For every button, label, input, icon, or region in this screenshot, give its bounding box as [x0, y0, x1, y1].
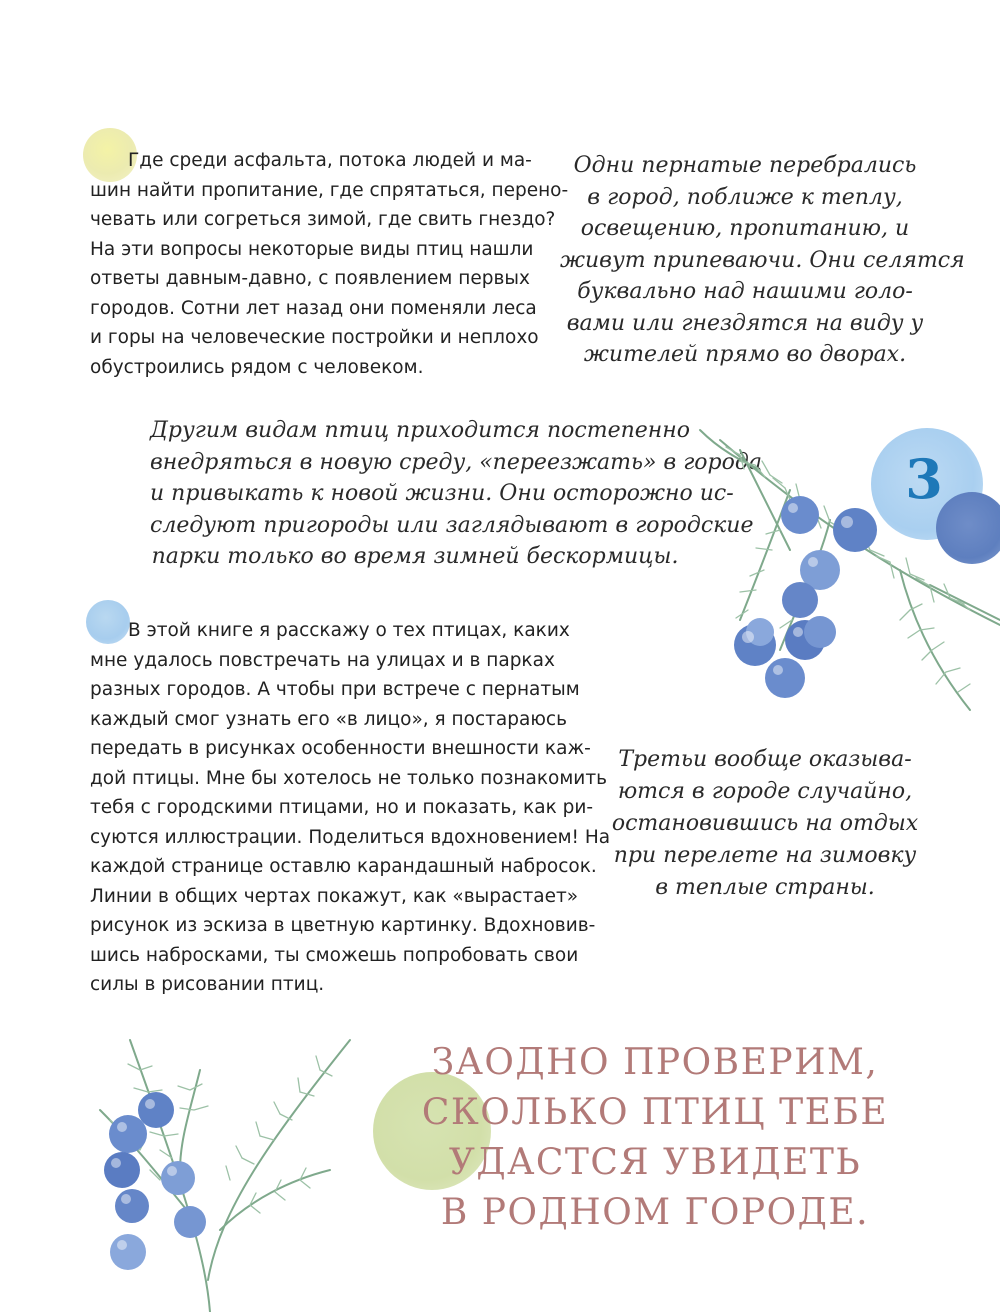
main-line: передать в рисунках особенности внешности каж-	[90, 738, 591, 759]
page-number: 3	[905, 447, 943, 511]
script-line: ются в городе случайно,	[617, 779, 913, 804]
main-line: каждой странице оставлю карандашный набросок.	[90, 856, 597, 877]
intro-line: Где среди асфальта, потока людей и ма-	[128, 150, 532, 171]
juniper-berry	[115, 1189, 149, 1223]
intro-line: обустроились рядом с человеком.	[90, 356, 424, 378]
juniper-berry	[782, 582, 818, 618]
juniper-berry	[110, 1234, 146, 1270]
main-line: рисунок из эскиза в цветную картинку. Вдохновив-	[90, 915, 596, 936]
script-line: внедряться в новую среду, «переезжать» в города	[150, 449, 762, 475]
caption-line: СКОЛЬКО ПТИЦ ТЕБЕ	[421, 1092, 889, 1133]
main-line: В этой книге я расскажу о тех птицах, каких	[128, 620, 570, 641]
script-line: освещению, пропитанию, и	[580, 216, 910, 241]
juniper-berry	[765, 658, 805, 698]
juniper-sprig-illustration	[70, 1030, 370, 1312]
script-note-newcomers	[150, 415, 762, 573]
main-line: суются иллюстрации. Поделиться вдохновением! На	[90, 826, 611, 848]
intro-line: и горы на человеческие постройки и неплохо	[90, 327, 539, 348]
intro-paragraph	[90, 146, 570, 382]
intro-line: ответы давным-давно, с появлением первых	[90, 268, 530, 289]
intro-line: шин найти пропитание, где спрятаться, перено-	[90, 179, 569, 201]
juniper-berry	[138, 1092, 174, 1128]
main-line: тебя с городскими птицами, но и показать, как ри-	[90, 797, 594, 818]
main-line: дой птицы. Мне бы хотелось не только познакомить	[90, 767, 607, 789]
juniper-berry	[804, 616, 836, 648]
juniper-berry	[104, 1152, 140, 1188]
script-line: Другим видам птиц приходится постепенно	[150, 418, 691, 443]
closing-caption	[410, 1038, 900, 1238]
script-line: в теплые страны.	[655, 875, 875, 900]
script-line: остановившись на отдых	[611, 811, 919, 836]
juniper-berry	[174, 1206, 206, 1238]
main-line: каждый смог узнать его «в лицо», я постараюсь	[90, 708, 567, 730]
script-line: вами или гнездятся на виду у	[566, 310, 924, 336]
script-line: живут припеваючи. Они селятся	[560, 247, 965, 273]
script-line: при перелете на зимовку	[613, 843, 917, 868]
main-line: мне удалось повстречать на улицах и в парках	[90, 649, 555, 671]
script-line: буквально над нашими голо-	[577, 279, 913, 304]
main-line: разных городов. А чтобы при встрече с пернатым	[90, 679, 580, 700]
script-line: Одни пернатые перебрались	[573, 153, 917, 178]
script-line: следуют пригороды или заглядывают в городские	[150, 512, 754, 538]
juniper-berry	[833, 508, 877, 552]
script-line: и привыкать к новой жизни. Они осторожно ис-	[150, 481, 734, 506]
caption-line: В РОДНОМ ГОРОДЕ.	[440, 1192, 870, 1233]
script-line: парки только во время зимней бескормицы.	[151, 544, 679, 569]
intro-line: городов. Сотни лет назад они поменяли леса	[90, 297, 537, 319]
script-line: Третьи вообще оказыва-	[618, 747, 912, 772]
juniper-berry	[109, 1115, 147, 1153]
juniper-berry	[781, 496, 819, 534]
main-paragraph	[90, 616, 610, 1000]
juniper-berry	[161, 1161, 195, 1195]
caption-line: УДАСТСЯ УВИДЕТЬ	[448, 1142, 862, 1183]
script-line: в город, поближе к теплу,	[587, 184, 903, 210]
intro-line: чевать или согреться зимой, где свить гнездо?	[90, 209, 556, 230]
intro-line: На эти вопросы некоторые виды птиц нашли	[90, 238, 534, 260]
script-note-passers-by	[610, 744, 920, 904]
main-line: силы в рисовании птиц.	[90, 974, 325, 995]
script-note-city-dwellers	[560, 150, 965, 371]
main-line: шись набросками, ты сможешь попробовать свои	[90, 944, 579, 966]
script-line: жителей прямо во дворах.	[583, 342, 907, 367]
main-line: Линии в общих чертах покажут, как «вырастает»	[90, 885, 579, 907]
caption-line: ЗАОДНО ПРОВЕРИМ,	[431, 1042, 879, 1083]
